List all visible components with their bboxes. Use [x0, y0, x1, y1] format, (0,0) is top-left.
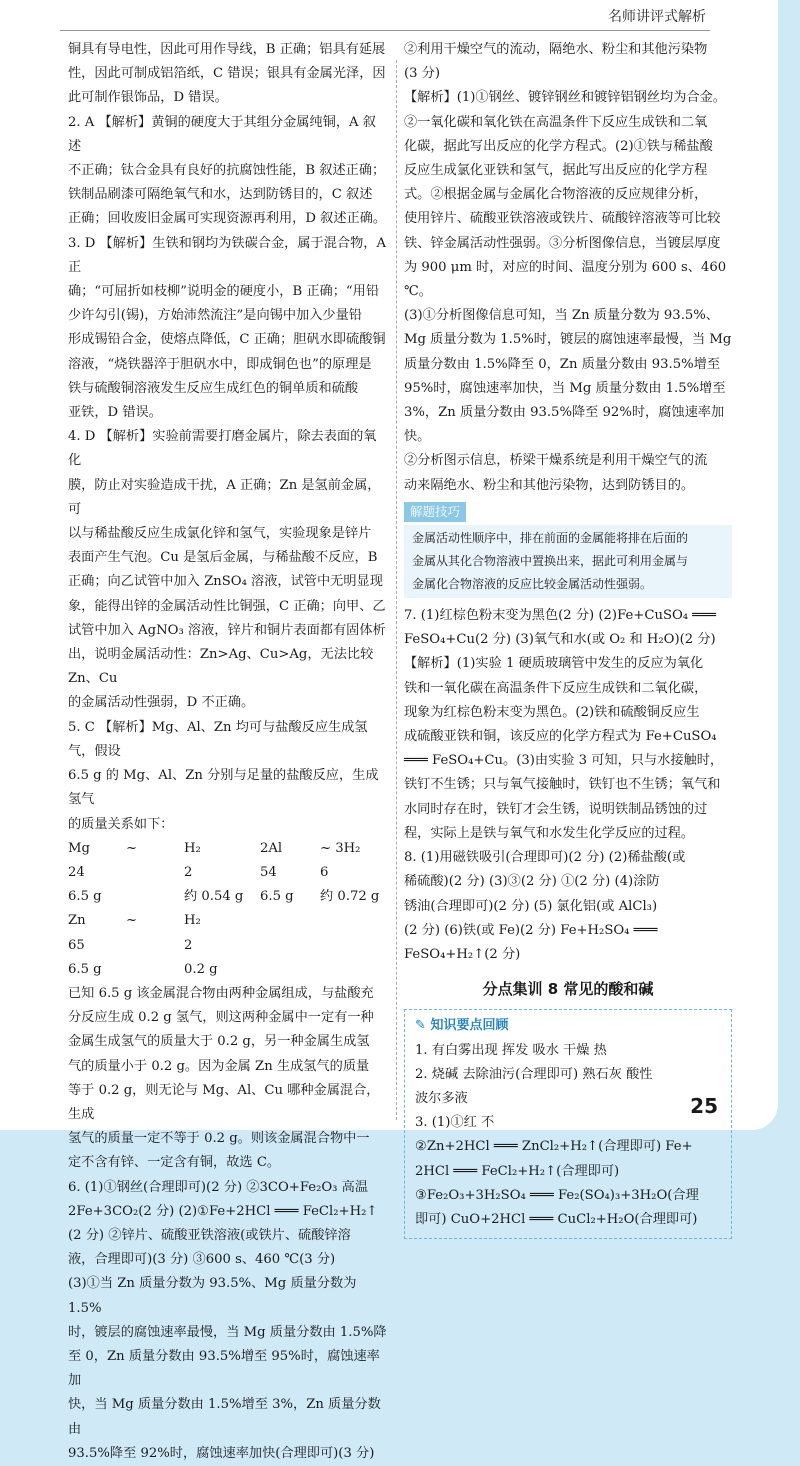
calc-cell: 6.5 g — [68, 889, 102, 905]
text-line: 的金属活动性强弱，D 不正确。 — [68, 695, 255, 711]
text-line: Mg 质量分数为 1.5%时，镀层的腐蚀速率最慢，当 Mg — [404, 332, 732, 348]
tip-label: 解题技巧 — [404, 502, 466, 522]
calc-cell — [260, 934, 320, 958]
text-line: 93.5%降至 92%时，腐蚀速率加快(合理即可)(3 分) — [68, 1445, 375, 1461]
calc-cell: 0.2 g — [184, 961, 218, 977]
text-line: 现象为红棕色粉末变为黑色。(2)铁和硫酸铜反应生 — [404, 704, 700, 720]
calc-cell: 6 — [320, 864, 329, 880]
tip-line: 金属化合物溶液的反应比较金属活动性强弱。 — [412, 577, 653, 592]
calc-cell — [320, 909, 390, 933]
calc-cell: 约 0.72 g — [320, 889, 380, 905]
text-line: 水同时存在时，铁钉才会生锈，说明铁制品锈蚀的过 — [404, 801, 708, 817]
text-line: (3 分) — [404, 66, 441, 82]
text-line: 快，当 Mg 质量分数由 1.5%增至 3%，Zn 质量分数由 — [68, 1397, 381, 1437]
calc-cell: ~ — [126, 913, 138, 929]
review-title-text: 知识要点回顾 — [430, 1018, 509, 1034]
text-line: 已知 6.5 g 该金属混合物由两种金属组成，与盐酸充 — [68, 985, 374, 1001]
section-title: 分点集训 8 常见的酸和碱 — [482, 980, 654, 999]
text-line: 成硫酸亚铁和铜，该反应的化学方程式为 Fe+CuSO₄ — [404, 729, 717, 745]
text-line: ②利用干燥空气的流动，隔绝水、粉尘和其他污染物 — [404, 42, 708, 57]
calc-cell: Mg — [68, 840, 90, 856]
answer-6: 6. (1)①钢丝(合理即可)(2 分) ②3CO+Fe₂O₃ 高温 — [68, 1179, 369, 1195]
answer-3: 3. D 【解析】生铁和钢均为铁碳合金，属于混合物，A 正 — [68, 235, 386, 275]
calc-cell — [320, 934, 390, 958]
text-line: 正确；向乙试管中加入 ZnSO₄ 溶液，试管中无明显现 — [68, 574, 383, 590]
text-line: 铜具有导电性，因此可用作导线，B 正确；铝具有延展 — [68, 42, 386, 57]
text-line: 95%时，腐蚀速率加快，当 Mg 质量分数由 1.5%增至 — [404, 380, 726, 396]
text-line: 化碳，据此写出反应的化学方程式。(2)①铁与稀盐酸 — [404, 138, 713, 154]
text-line: 少许勾引(锡)，方始沛然流注”是向锡中加入少量铅 — [68, 308, 362, 324]
text-line: 6.5 g 的 Mg、Al、Zn 分别与足量的盐酸反应，生成氢气 — [68, 768, 379, 808]
calc-cell: 约 0.54 g — [184, 889, 244, 905]
calc-cell: 6.5 g — [260, 889, 294, 905]
text-line: 性，因此可制成铝箔纸，C 错误；银具有金属光泽，因 — [68, 66, 386, 82]
text-line: 分反应生成 0.2 g 氢气，则这两种金属中一定有一种 — [68, 1010, 374, 1026]
text-line: ②一氧化碳和氧化铁在高温条件下反应生成铁和二氧 — [404, 114, 708, 130]
calc-cell: 54 — [260, 864, 277, 880]
text-line: (3)①当 Zn 质量分数为 93.5%、Mg 质量分数为 1.5% — [68, 1276, 357, 1316]
text-line: 试管中加入 AgNO₃ 溶液，锌片和铜片表面都有固体析 — [68, 622, 386, 638]
calc-cell: 2Al — [260, 840, 283, 856]
review-line: 波尔多液 — [415, 1090, 468, 1106]
notebook-icon: ✎ — [415, 1018, 426, 1034]
calc-cell — [260, 909, 320, 933]
text-line: 【解析】(1)①钢丝、镀锌钢丝和镀锌铝钢丝均为合金。 — [404, 90, 726, 106]
answer-8: 8. (1)用磁铁吸引(合理即可)(2 分) (2)稀盐酸(或 — [404, 850, 686, 866]
text-line: 铁和一氧化碳在高温条件下反应生成铁和二氧化碳， — [404, 680, 708, 696]
text-line: 等于 0.2 g，则无论与 Mg、Al、Cu 哪种金属混合，生成 — [68, 1082, 380, 1122]
page-number: 25 — [690, 1094, 718, 1118]
review-line: 即可) CuO+2HCl ═══ CuCl₂+H₂O(合理即可) — [415, 1211, 698, 1227]
text-line: 以与稀盐酸反应生成氯化锌和氢气，实验现象是锌片 — [68, 526, 372, 542]
header-divider — [60, 30, 710, 31]
text-line: 式。②根据金属与金属化合物溶液的反应规律分析， — [404, 187, 708, 203]
text-line: 程，实际上是铁与氧气和水发生化学反应的过程。 — [404, 825, 695, 841]
calc-cell — [320, 958, 390, 982]
text-line: 溶液，“烧铁器淬于胆矾水中，即成铜色也”的原理是 — [68, 356, 372, 372]
text-line: 时，镀层的腐蚀速率最慢，当 Mg 质量分数由 1.5%降 — [68, 1324, 387, 1340]
text-line: 液，合理即可)(3 分) ③600 s、460 ℃(3 分) — [68, 1252, 336, 1268]
text-line: 反应生成氯化亚铁和氢气，据此写出反应的化学方程 — [404, 163, 708, 179]
text-line: 为 900 μm 时，对应的时间、温度分别为 600 s、460 ℃。 — [404, 259, 727, 300]
text-line: 铁制品刷漆可隔绝氧气和水，达到防锈目的，C 叙述 — [68, 187, 373, 203]
text-line: 金属生成氢气的质量大于 0.2 g，另一种金属生成氢 — [68, 1034, 370, 1050]
right-column — [404, 38, 732, 1239]
text-line: 亚铁，D 错误。 — [68, 405, 162, 421]
review-line: ③Fe₂O₃+3H₂SO₄ ═══ Fe₂(SO₄)₃+3H₂O(合理 — [415, 1187, 699, 1203]
column-divider — [396, 60, 397, 1120]
text-line: ②分析图示信息，桥梁干燥系统是利用干燥空气的流 — [404, 453, 708, 469]
text-line: 铁钉不生锈；只与氧气接触时，铁钉也不生锈；氧气和 — [404, 777, 721, 793]
review-line: 2HCl ═══ FeCl₂+H₂↑(合理即可) — [415, 1163, 620, 1179]
calc-cell: 2 — [184, 864, 193, 880]
tip-line: 金属活动性顺序中，排在前面的金属能将排在后面的 — [412, 531, 689, 546]
calc-cell: 24 — [68, 864, 85, 880]
review-line: 3. (1)①红 不 — [415, 1115, 495, 1131]
text-line: 出，说明金属活动性：Zn>Ag、Cu>Ag，无法比较 Zn、Cu — [68, 647, 374, 687]
calc-cell: H₂ — [184, 840, 201, 856]
text-line: 铁与硫酸铜溶液发生反应生成红色的铜单质和硫酸 — [68, 380, 359, 396]
answer-4: 4. D 【解析】实验前需要打磨金属片，除去表面的氧化 — [68, 429, 377, 469]
text-line: 不正确；钛合金具有良好的抗腐蚀性能，B 叙述正确； — [68, 163, 386, 179]
answer-7: 7. (1)红棕色粉末变为黑色(2 分) (2)Fe+CuSO₄ ═══ — [404, 608, 717, 624]
calc-cell: 2 — [184, 937, 193, 953]
review-line: 1. 有白雾出现 挥发 吸水 干燥 热 — [415, 1042, 607, 1058]
calc-cell — [126, 885, 184, 909]
calc-cell: ~ — [126, 840, 138, 856]
calc-cell: Zn — [68, 913, 86, 929]
calc-cell — [126, 934, 184, 958]
calc-cell — [260, 958, 320, 982]
text-line: 象，能得出锌的金属活动性比铜强，C 正确；向甲、乙 — [68, 598, 386, 614]
text-line: 动来隔绝水、粉尘和其他污染物，达到防锈目的。 — [404, 477, 695, 493]
header-title: 名师讲评式解析 — [608, 9, 706, 25]
text-line: 的质量关系如下： — [68, 816, 174, 832]
review-line: ②Zn+2HCl ═══ ZnCl₂+H₂↑(合理即可) Fe+ — [415, 1139, 693, 1155]
text-line: 气的质量小于 0.2 g。因为金属 Zn 生成氢气的质量 — [68, 1058, 370, 1074]
calc-cell: ~ 3H₂ — [320, 840, 361, 856]
text-line: 此可制作银饰品，D 错误。 — [68, 90, 228, 106]
calc-cell: H₂ — [184, 913, 201, 929]
answer-5: 5. C 【解析】Mg、Al、Zn 均可与盐酸反应生成氢气，假设 — [68, 719, 368, 759]
text-line: 形成锡铅合金，使熔点降低，C 正确；胆矾水即硫酸铜 — [68, 332, 386, 348]
review-box — [404, 1009, 732, 1239]
text-line: FeSO₄+Cu(2 分) (3)氧气和水(或 O₂ 和 H₂O)(2 分) — [404, 632, 716, 648]
calc-cell: 65 — [68, 937, 85, 953]
text-line: 使用锌片、硫酸亚铁溶液或铁片、硫酸锌溶液等可比较 — [404, 211, 721, 227]
text-line: 膜，防止对实验造成干扰，A 正确；Zn 是氢前金属，可 — [68, 477, 381, 517]
text-line: 2Fe+3CO₂(2 分) (2)①Fe+2HCl ═══ FeCl₂+H₂↑ — [68, 1203, 378, 1219]
text-line: (2 分) ②锌片、硫酸亚铁溶液(或铁片、硫酸锌溶 — [68, 1227, 351, 1243]
text-line: 正确；回收废旧金属可实现资源再利用，D 叙述正确。 — [68, 211, 387, 227]
left-column — [68, 38, 388, 1466]
text-line: 质量分数由 1.5%降至 0，Zn 质量分数由 93.5%增至 — [404, 356, 721, 372]
text-line: FeSO₄+H₂↑(2 分) — [404, 946, 521, 962]
calc-table — [68, 837, 388, 982]
text-line: 锈油(合理即可)(2 分) (5) 氯化铝(或 AlCl₃) — [404, 898, 658, 914]
tip-box — [404, 525, 732, 598]
review-line: 2. 烧碱 去除油污(合理即可) 熟石灰 酸性 — [415, 1066, 653, 1082]
text-line: 【解析】(1)实验 1 硬质玻璃管中发生的反应为氧化 — [404, 656, 704, 672]
text-line: 3%，Zn 质量分数由 93.5%降至 92%时，腐蚀速率加快。 — [404, 405, 725, 445]
text-line: 确；“可屈折如枝柳”说明金的硬度小，B 正确；“用铅 — [68, 284, 380, 300]
tip-line: 金属从其化合物溶液中置换出来，据此可利用金属与 — [412, 554, 689, 569]
text-line: 表面产生气泡。Cu 是氢后金属，与稀盐酸不反应，B — [68, 550, 378, 566]
answer-2: 2. A 【解析】黄铜的硬度大于其组分金属纯铜，A 叙述 — [68, 114, 376, 154]
review-title — [415, 1014, 721, 1038]
calc-cell — [126, 958, 184, 982]
text-line: 定不含有锌、一定含有铜，故选 C。 — [68, 1155, 281, 1171]
calc-cell: 6.5 g — [68, 961, 102, 977]
text-line: 氢气的质量一定不等于 0.2 g。则该金属混合物中一 — [68, 1131, 370, 1147]
text-line: 稀硫酸)(2 分) (3)③(2 分) ①(2 分) (4)涂防 — [404, 874, 660, 890]
text-line: ═══ FeSO₄+Cu。(3)由实验 3 可知，只与水接触时， — [404, 753, 724, 769]
calc-cell — [126, 861, 184, 885]
text-line: (3)①分析图像信息可知，当 Zn 质量分数为 93.5%、 — [404, 308, 719, 324]
text-line: 铁、锌金属活动性强弱。③分析图像信息，当镀层厚度 — [404, 235, 721, 251]
text-line: (2 分) (6)铁(或 Fe)(2 分) Fe+H₂SO₄ ═══ — [404, 922, 658, 938]
text-line: 至 0，Zn 质量分数由 93.5%增至 95%时，腐蚀速率加 — [68, 1348, 380, 1389]
